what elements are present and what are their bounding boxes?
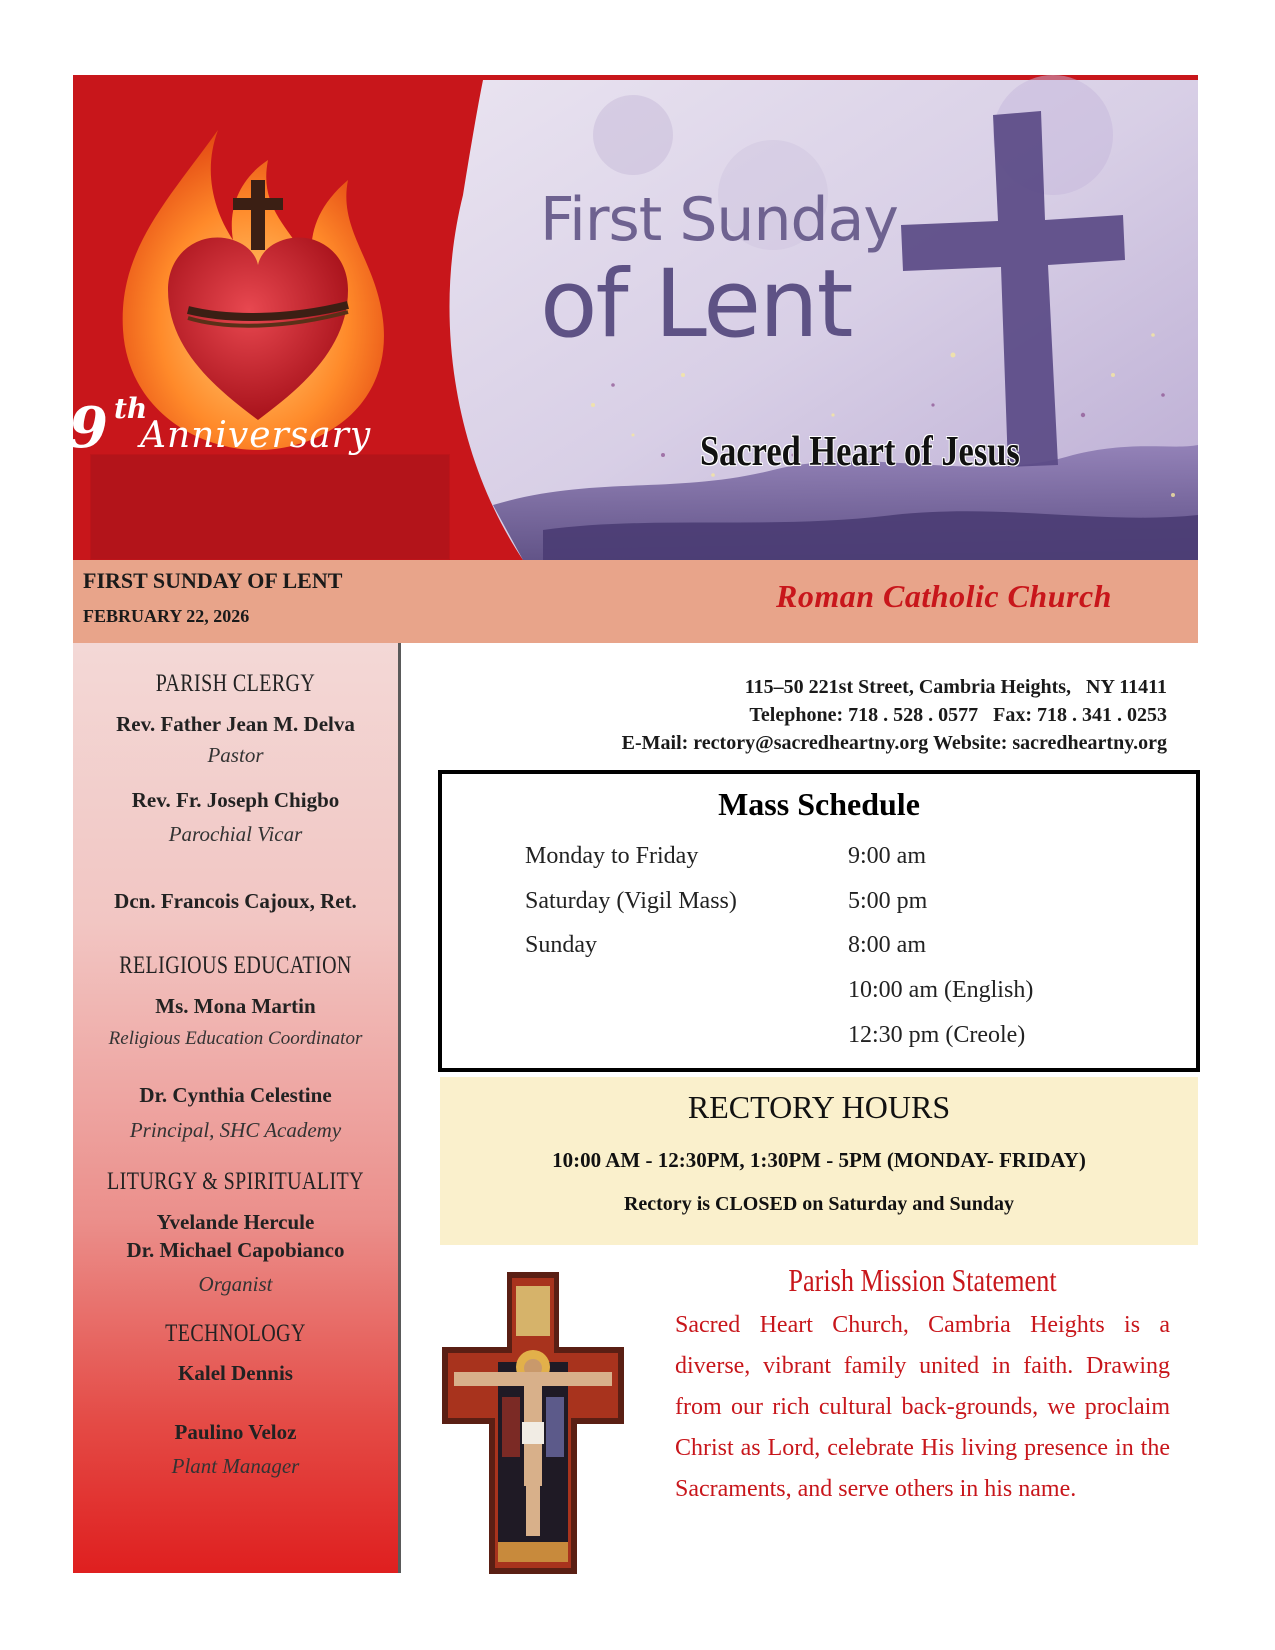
mass-time: 5:00 pm xyxy=(848,888,928,914)
mission-text: Sacred Heart Church, Cambria Heights is a diverse, vibrant family united in faith. Drawing from our rich cultural back-grounds, we proclaim Christ as Lord, celebrate His living presence in the Sacraments, and serve others in his name. xyxy=(675,1312,1170,1502)
anniversary-box xyxy=(91,455,449,559)
mass-schedule-title: Mass Schedule xyxy=(718,786,920,822)
staff-name: Dr. Michael Capobianco xyxy=(126,1238,345,1262)
bulletin-title: FIRST SUNDAY OF LENT xyxy=(83,568,343,593)
mass-time: 12:30 pm (Creole) xyxy=(848,1022,1026,1048)
church-subtitle: Roman Catholic Church xyxy=(776,578,1112,614)
phone-fax: Telephone: 718 . 528 . 0577 Fax: 718 . 341 . 0253 xyxy=(749,704,1167,726)
rectory-title: RECTORY HOURS xyxy=(687,1089,951,1125)
staff-name: Dr. Cynthia Celestine xyxy=(139,1083,332,1107)
staff-role: Principal, SHC Academy xyxy=(129,1118,342,1142)
mission-title: Parish Mission Statement xyxy=(788,1262,1057,1298)
rectory-closed: Rectory is CLOSED on Saturday and Sunday xyxy=(623,1193,1015,1215)
mass-time: 10:00 am (English) xyxy=(848,977,1034,1003)
banner-title-line1: First Sunday xyxy=(540,185,898,255)
section-heading-clergy: PARISH CLERGY xyxy=(155,670,316,697)
flaming-heart-icon xyxy=(108,120,408,460)
staff-role: Plant Manager xyxy=(171,1454,300,1478)
section-heading-liturgy: LITURGY & SPIRITUALITY xyxy=(107,1168,364,1195)
staff-name: Yvelande Hercule xyxy=(156,1210,315,1234)
mass-day: Sunday xyxy=(525,932,597,958)
address: 115–50 221st Street, Cambria Heights, NY 11411 xyxy=(744,676,1167,698)
staff-name: Paulino Veloz xyxy=(174,1420,297,1444)
anniversary-number: 89 xyxy=(30,395,108,461)
staff-role: Parochial Vicar xyxy=(168,822,303,846)
church-name: Sacred Heart of Jesus xyxy=(700,429,1020,475)
staff-role: Pastor xyxy=(207,743,264,767)
anniversary-word: Anniversary xyxy=(140,415,372,456)
mass-day: Monday to Friday xyxy=(525,843,699,869)
anniversary-suffix: th xyxy=(114,392,148,425)
section-heading-religious-ed: RELIGIOUS EDUCATION xyxy=(119,952,352,979)
mass-day: Saturday (Vigil Mass) xyxy=(525,888,737,914)
staff-name: Ms. Mona Martin xyxy=(155,994,316,1018)
staff-role: Religious Education Coordinator xyxy=(108,1028,363,1049)
rectory-hours: 10:00 AM - 12:30PM, 1:30PM - 5PM (MONDAY- FRIDAY) xyxy=(552,1148,1086,1172)
mass-time: 8:00 am xyxy=(848,932,926,958)
staff-name: Dcn. Francois Cajoux, Ret. xyxy=(114,889,357,913)
email-website: E-Mail: rectory@sacredheartny.org Website: sacredheartny.org xyxy=(621,732,1167,754)
mass-time: 9:00 am xyxy=(848,843,926,869)
staff-name: Rev. Fr. Joseph Chigbo xyxy=(131,788,340,812)
bulletin-date: FEBRUARY 22, 2026 xyxy=(83,606,250,626)
staff-name: Kalel Dennis xyxy=(178,1361,293,1385)
san-damiano-crucifix-icon xyxy=(442,1272,624,1574)
section-heading-technology: TECHNOLOGY xyxy=(165,1320,306,1347)
staff-role: Organist xyxy=(198,1272,273,1296)
banner-title-line2: of Lent xyxy=(540,250,852,359)
staff-name: Rev. Father Jean M. Delva xyxy=(116,712,355,736)
